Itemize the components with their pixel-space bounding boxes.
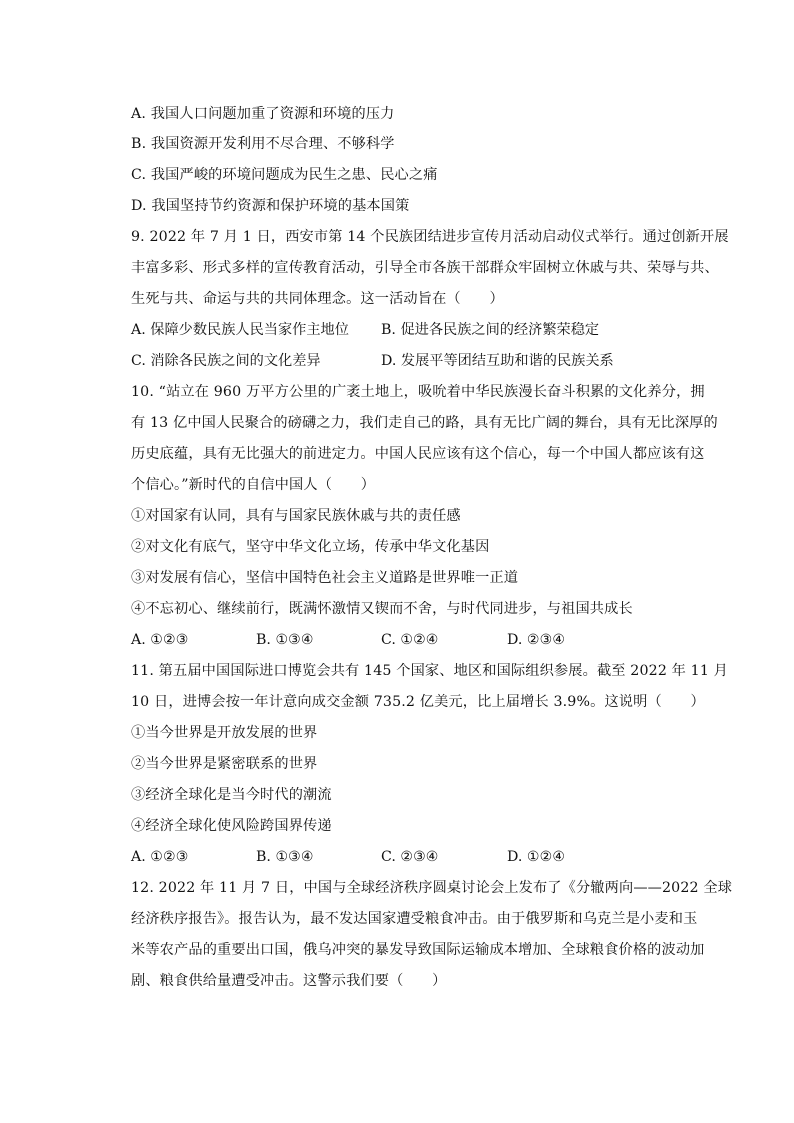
q8-option-d: D. 我国坚持节约资源和保护环境的基本国策 xyxy=(131,198,410,214)
q11-stem-line-2: 10 日，进博会按一年计意向成交金额 735.2 亿美元，比上届增长 3.9%。这说明（ ） xyxy=(131,694,705,710)
q11-item-4: ④经济全球化使风险跨国界传递 xyxy=(131,818,332,834)
q11-option-a: A. ①②③ xyxy=(131,849,189,865)
q11-option-d: D. ①②④ xyxy=(507,849,566,865)
q12-stem-line-1: 12. 2022 年 11 月 7 日，中国与全球经济秩序圆桌讨论会上发布了《分辙两向——2022 全球 xyxy=(131,880,733,896)
q9-stem-line-2: 丰富多彩、形式多样的宣传教育活动，引导全市各族干部群众牢固树立休戚与共、荣辱与共、 xyxy=(131,260,719,276)
q10-option-b: B. ①③④ xyxy=(256,632,314,648)
q10-option-c: C. ①②④ xyxy=(381,632,439,648)
q10-item-3: ③对发展有信心，坚信中国特色社会主义道路是世界唯一正道 xyxy=(131,570,519,586)
q11-option-b: B. ①③④ xyxy=(256,849,314,865)
q12-stem-line-4: 剧、粮食供给量遭受冲击。这警示我们要（ ） xyxy=(131,973,447,989)
q9-option-d: D. 发展平等团结互助和谐的民族关系 xyxy=(381,353,614,369)
q8-option-c: C. 我国严峻的环境问题成为民生之患、民心之痛 xyxy=(131,167,438,183)
q10-item-2: ②对文化有底气，坚守中华文化立场，传承中华文化基因 xyxy=(131,539,490,555)
q9-option-a: A. 保障少数民族人民当家作主地位 xyxy=(131,322,349,338)
q10-option-d: D. ②③④ xyxy=(507,632,566,648)
q11-option-c: C. ②③④ xyxy=(381,849,439,865)
q9-option-c: C. 消除各民族之间的文化差异 xyxy=(131,353,321,369)
q10-stem-line-1: 10. “站立在 960 万平方公里的广袤土地上，吸吮着中华民族漫长奋斗积累的文化养分，拥 xyxy=(131,384,705,400)
q11-item-3: ③经济全球化是当今时代的潮流 xyxy=(131,787,332,803)
q10-stem-line-2: 有 13 亿中国人民聚合的磅礴之力，我们走自己的路，具有无比广阔的舞台，具有无比深厚的 xyxy=(131,415,718,431)
q9-stem-line-3: 生死与共、命运与共的共同体理念。这一活动旨在（ ） xyxy=(131,291,504,307)
q12-stem-line-2: 经济秩序报告》。报告认为，最不发达国家遭受粮食冲击。由于俄罗斯和乌克兰是小麦和玉 xyxy=(131,911,698,927)
q8-option-a: A. 我国人口问题加重了资源和环境的压力 xyxy=(131,106,395,122)
q11-stem-line-1: 11. 第五届中国国际进口博览会共有 145 个国家、地区和国际组织参展。截至 2022 年 11 月 xyxy=(131,663,729,679)
q10-stem-line-4: 个信心。”新时代的自信中国人（ ） xyxy=(131,477,376,493)
q9-option-b: B. 促进各民族之间的经济繁荣稳定 xyxy=(381,322,600,338)
q8-option-b: B. 我国资源开发利用不尽合理、不够科学 xyxy=(131,136,395,152)
q10-item-1: ①对国家有认同，具有与国家民族休戚与共的责任感 xyxy=(131,508,461,524)
q9-stem-line-1: 9. 2022 年 7 月 1 日，西安市第 14 个民族团结进步宣传月活动启动仪式举行。通过创新开展 xyxy=(131,229,729,245)
q10-stem-line-3: 历史底蕴，具有无比强大的前进定力。中国人民应该有这个信心，每一个中国人都应该有这 xyxy=(131,446,705,462)
q10-option-a: A. ①②③ xyxy=(131,632,189,648)
q11-item-1: ①当今世界是开放发展的世界 xyxy=(131,725,318,741)
q10-item-4: ④不忘初心、继续前行，既满怀激情又锲而不舍，与时代同进步，与祖国共成长 xyxy=(131,601,633,617)
q11-item-2: ②当今世界是紧密联系的世界 xyxy=(131,756,318,772)
q12-stem-line-3: 米等农产品的重要出口国，俄乌冲突的暴发导致国际运输成本增加、全球粮食价格的波动加 xyxy=(131,942,705,958)
